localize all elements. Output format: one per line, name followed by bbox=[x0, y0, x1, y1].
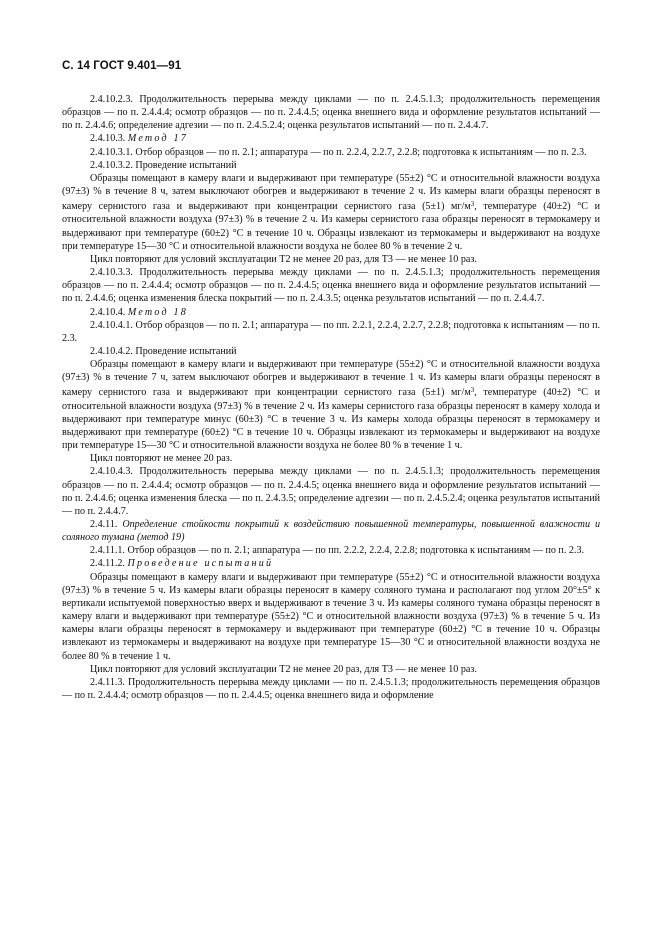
paragraph-cycle-repeat: Цикл повторяют для условий эксплуатации Т2 не менее 20 раз, для Т3 — не менее 10 раз. bbox=[90, 253, 477, 265]
heading-number: 2.4.11.2. bbox=[90, 558, 125, 570]
paragraph-procedure-18 bbox=[62, 358, 600, 452]
paragraph-procedure-19: Образцы помещают в камеру влаги и выдерживают при температуре (55±2) °С и относительной влажности воздуха (97±3) % в течение 5 ч. Из камеры влаги образцы переносят в камеру соляного тумана и располагают под углом 20°±5° к вертикали испытуемой поверхностью вверх и выдерживают в течение 3 ч. Из камеры соляного тумана образцы переносят в камеру влаги и выдерживают при температуре (55±2) °С и относительной влажности воздуха (97±3) % в течение 5 ч. Из камеры влаги образцы переносят в термокамеру и выдерживают при температуре (60±2) °С в течение 10 ч. Образцы извлекают из термокамеры и выдерживают на воздухе при температуре 15—30 °С и относительной влажности воздуха не более 80 % в течение 1 ч. bbox=[62, 571, 600, 662]
paragraph-2-4-11-3: 2.4.11.3. Продолжительность перерыва между циклами — по п. 2.4.5.1.3; продолжительность перемещения образцов — по п. 2.4.4.4; осмотр образцов — по п. 2.4.4.5; оценка внешнего вида и оформление bbox=[62, 676, 600, 702]
document-body bbox=[62, 93, 600, 702]
procedure-text-b: , температуре (40±2) °С и относительной влажности воздуха (97±3) % в течение 2 ч. Из камеры сернистого газа образцы переносят в термокамеру и выдерживают при температуре (60±2) °С в течение 10 ч. Образцы извлекают из термокамеры и выдерживают на воздухе при температуре 15—30 °С и относительной влажности воздуха не более 80 % в течение 2 ч. bbox=[62, 201, 600, 252]
paragraph-2-4-10-4-2: 2.4.10.4.2. Проведение испытаний bbox=[90, 345, 237, 357]
procedure-text-a: Образцы помещают в камеру влаги и выдерживают при температуре (55±2) °С и относительной влажности воздуха (97±3) % в течение 7 ч, затем выключают обогрев и выдерживают в течение 1 ч. Из камеры влаги образцы переносят в камеру сернистого газа и выдерживают при концентрации сернистого газа (5±1) мг/м bbox=[62, 359, 600, 399]
superscript: 3 bbox=[470, 200, 475, 209]
heading-2-4-11-2 bbox=[62, 557, 600, 570]
heading-number: 2.4.10.4. bbox=[90, 306, 126, 318]
paragraph-2-4-10-4-1: 2.4.10.4.1. Отбор образцов — по п. 2.1; аппаратура — по пп. 2.2.1, 2.2.4, 2.2.7, 2.2.8; подготовка к испытаниям — по п. 2.3. bbox=[62, 319, 600, 344]
paragraph-2-4-11-1: 2.4.11.1. Отбор образцов — по п. 2.1; аппаратура — по пп. 2.2.2, 2.2.4, 2.2.8; подготовка к испытаниям — по п. 2.3. bbox=[90, 545, 585, 557]
procedure-text-a: Образцы помещают в камеру влаги и выдерживают при температуре (55±2) °С и относительной влажности воздуха (97±3) % в течение 8 ч, затем выключают обогрев и выдерживают в течение 2 ч. Из камеры влаги образцы переносят в камеру сернистого газа и выдерживают при концентрации сернистого газа (5±1) мг/м bbox=[62, 172, 600, 213]
paragraph-2-4-10-3-1: 2.4.10.3.1. Отбор образцов — по п. 2.1; аппаратура — по п. 2.2.4, 2.2.7, 2.2.8; подготовка к испытаниям — по п. 2.3. bbox=[90, 146, 587, 158]
heading-title: Определение стойкости покрытий к воздействию повышенной температуры, повышенной влажности и соляного тумана (метод 19) bbox=[62, 519, 600, 544]
heading-method-17 bbox=[62, 132, 600, 145]
heading-number: 2.4.11. bbox=[90, 519, 118, 530]
paragraph-cycle-repeat: Цикл повторяют для условий эксплуатации Т2 не менее 20 раз, для Т3 — не менее 10 раз. bbox=[90, 663, 477, 675]
heading-2-4-11 bbox=[62, 518, 600, 544]
procedure-text-b: , температуре (40±2) °С и относительной влажности воздуха (97±3) % в течение 2 ч. Из камеры сернистого газа образцы переносят в камеру холода и выдерживают при температуре минус (60±3) °С в течение 3 ч. Из камеры холода образцы переносят в термокамеру и выдерживают при температуре (60±2) °С в течение 10 ч. Образцы извлекают из термокамеры и выдерживают на воздухе при температуре 15—30 °С и относительной влажности воздуха не более 80 % в течение 1 ч. bbox=[62, 387, 600, 452]
superscript: 3 bbox=[470, 386, 475, 395]
heading-title: Метод 17 bbox=[127, 133, 188, 145]
paragraph-cycle-repeat: Цикл повторяют не менее 20 раз. bbox=[90, 453, 233, 465]
page-header: С. 14 ГОСТ 9.401—91 bbox=[62, 60, 182, 72]
heading-title: Метод 18 bbox=[127, 306, 188, 318]
paragraph-2-4-10-4-3: 2.4.10.4.3. Продолжительность перерыва между циклами — по п. 2.4.5.1.3; продолжительность перемещения образцов — по п. 2.4.4.4; осмотр образцов — по п. 2.4.4.5; оценка внешнего вида и оформление результатов испытаний — по п. 2.4.4.6; оценка изменения блеска — по п. 2.4.3.5; определение адгезии — по п. 2.4.5.2.4; оценка результатов испытаний — по п. 2.4.4.7. bbox=[62, 466, 600, 517]
paragraph-2-4-10-3-2: 2.4.10.3.2. Проведение испытаний bbox=[90, 159, 237, 171]
heading-number: 2.4.10.3. bbox=[90, 133, 126, 145]
paragraph-2-4-10-3-3: 2.4.10.3.3. Продолжительность перерыва между циклами — по п. 2.4.5.1.3; продолжительность перемещения образцов — по п. 2.4.4.4; осмотр образцов — по п. 2.4.4.5; оценка внешнего вида и оформление результатов испытаний — по п. 2.4.4.6; оценка изменения блеска покрытий — по п. 2.4.3.5; оценка результатов испытаний — по п. 2.4.4.7. bbox=[62, 267, 600, 305]
heading-method-18 bbox=[62, 306, 600, 319]
heading-title: Проведение испытаний bbox=[127, 558, 274, 570]
paragraph-procedure-17 bbox=[62, 172, 600, 253]
paragraph-2-4-10-2-3: 2.4.10.2.3. Продолжительность перерыва между циклами — по п. 2.4.5.1.3; продолжительность перемещения образцов — по п. 2.4.4.4; осмотр образцов — по п. 2.4.4.5; оценка внешнего вида и оформление результатов испытаний — по п. 2.4.4.6; определение адгезии — по п. 2.4.5.2.4; оценка результатов испытаний — по п. 2.4.4.7. bbox=[62, 94, 600, 132]
